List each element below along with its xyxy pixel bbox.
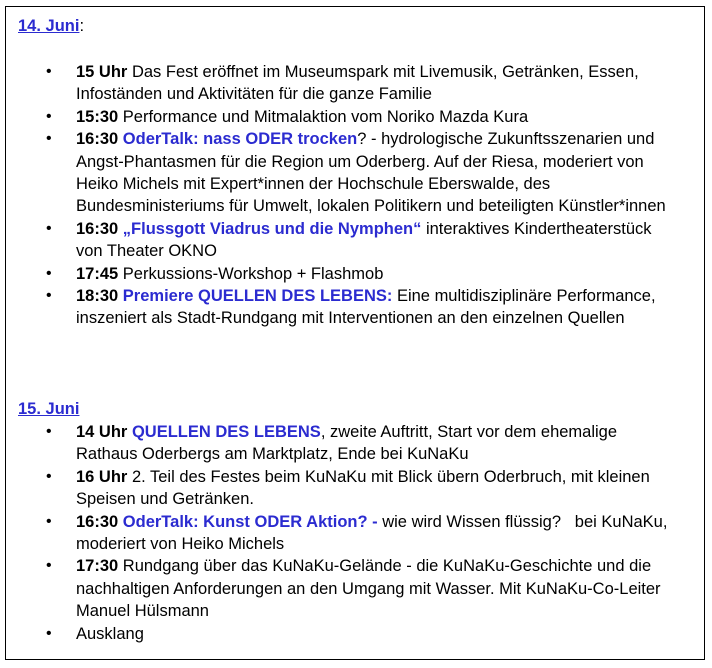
item-time: 16:30 bbox=[76, 219, 119, 238]
program-box bbox=[5, 6, 705, 660]
item-highlight: QUELLEN DES LEBENS bbox=[131, 423, 321, 441]
list-item bbox=[6, 263, 682, 285]
item-time: 14 Uhr bbox=[76, 423, 128, 441]
item-time: 16:30 bbox=[76, 512, 119, 531]
day-link[interactable]: 15. Juni bbox=[18, 400, 80, 418]
item-text: wie wird Wissen flüssig? bei KuNaKu, moderiert von Heiko Michels bbox=[76, 512, 673, 554]
item-text: , zweite Auftritt, Start vor dem ehemalige Rathaus Oderbergs am Marktplatz, Ende bei KuNaKu bbox=[76, 423, 618, 464]
list-item bbox=[6, 106, 682, 128]
list-item bbox=[6, 466, 682, 511]
item-time: 18:30 bbox=[76, 287, 119, 306]
item-time: 15 Uhr bbox=[76, 63, 128, 81]
day2-program-list bbox=[6, 421, 682, 645]
item-time: 16 Uhr bbox=[76, 467, 128, 486]
item-text: Performance und Mitmalaktion vom Noriko Mazda Kura bbox=[118, 107, 529, 126]
item-time: 17:30 bbox=[76, 557, 119, 576]
item-highlight: Premiere QUELLEN DES LEBENS: bbox=[122, 287, 393, 306]
item-highlight: OderTalk: Kunst ODER Aktion? - bbox=[122, 512, 378, 531]
day-heading-15-juni bbox=[18, 398, 79, 420]
item-text: 2. Teil des Festes beim KuNaKu mit Blick übern Oderbruch, mit kleinen Speisen und Getränken. bbox=[76, 467, 650, 509]
list-item bbox=[6, 511, 682, 556]
item-time: 16:30 bbox=[76, 130, 119, 149]
list-item bbox=[6, 421, 682, 466]
item-text: interaktives Kindertheaterstück von Theater OKNO bbox=[76, 219, 652, 261]
item-text: ? - hydrologische Zukunftsszenarien und Angst-Phantasmen für die Region um Oderberg. Auf der Riesa, moderiert von Heiko Michels mit Expert*innen der Hochschule Eberswalde, des Bundesministeriums für Umwelt, lokalen Politikern und beteiligten Künstler*innen bbox=[76, 130, 666, 216]
list-item bbox=[6, 623, 682, 645]
item-text: Rundgang über das KuNaKu-Gelände - die KuNaKu-Geschichte und die nachhaltigen Anforderungen an den Umgang mit Wasser. Mit KuNaKu-Co-Leiter Manuel Hülsmann bbox=[76, 557, 661, 621]
item-text: Perkussions-Workshop + Flashmob bbox=[118, 264, 384, 283]
list-item bbox=[6, 128, 682, 218]
day-heading-14-juni: 14. Juni: bbox=[18, 17, 85, 35]
item-highlight: OderTalk: nass ODER trocken bbox=[122, 130, 358, 149]
item-time: 15:30 bbox=[76, 107, 119, 126]
list-item bbox=[6, 61, 682, 106]
list-item bbox=[6, 218, 682, 263]
item-text: Das Fest eröffnet im Museumspark mit Livemusik, Getränken, Essen, Infoständen und Aktivitäten für die ganze Familie bbox=[76, 63, 639, 104]
day-link[interactable]: 14. Juni bbox=[18, 17, 80, 35]
item-highlight: „Flussgott Viadrus und die Nymphen“ bbox=[122, 219, 422, 238]
list-item bbox=[6, 285, 682, 330]
item-text: Ausklang bbox=[76, 624, 144, 643]
item-text: Eine multidisziplinäre Performance, inszeniert als Stadt-Rundgang mit Interventionen an den einzelnen Quellen bbox=[76, 287, 656, 328]
item-time: 17:45 bbox=[76, 264, 119, 283]
day1-program-list bbox=[6, 61, 682, 330]
list-item bbox=[6, 555, 682, 622]
